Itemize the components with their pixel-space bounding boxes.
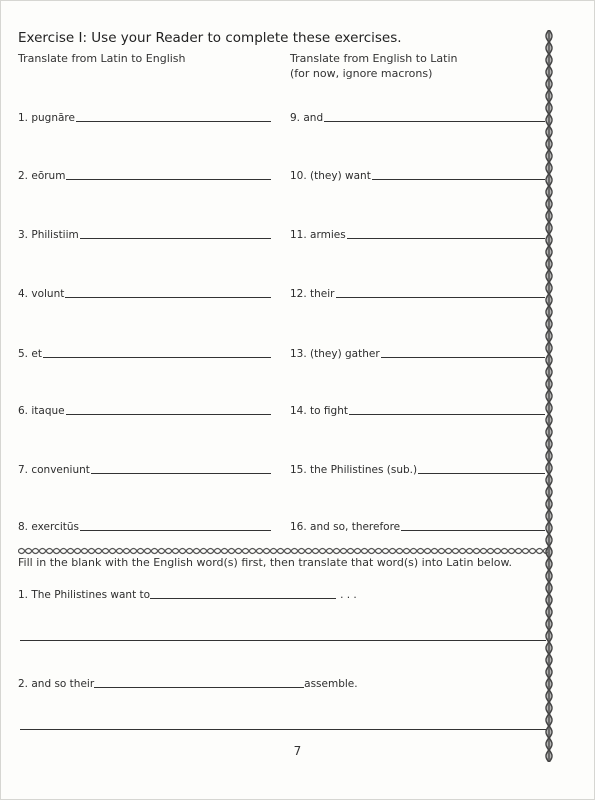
item-label: 4. volunt [18,288,65,300]
right-heading-line-2: (for now, ignore macrons) [290,67,433,80]
item-label: 8. exercitūs [18,521,80,533]
sentence-1-start: 1. The Philistines want to [18,589,151,601]
latin-item-5 [18,344,271,360]
answer-line[interactable] [43,357,271,358]
answer-line[interactable] [418,473,545,474]
answer-line[interactable] [372,179,545,180]
answer-line[interactable] [80,530,271,531]
exercise-title: Exercise I: Use your Reader to complete these exercises. [18,30,402,46]
latin-item-8 [18,517,271,533]
english-item-9 [290,108,545,124]
answer-line[interactable] [80,238,271,239]
answer-line[interactable] [347,238,545,239]
item-label: 14. to fight [290,405,348,417]
left-column-heading: Translate from Latin to English [18,52,186,65]
answer-line[interactable] [65,297,271,298]
latin-item-7 [18,460,271,476]
item-label: 9. and [290,112,324,124]
answer-line[interactable] [381,357,545,358]
english-item-13 [290,344,545,360]
answer-line[interactable] [66,179,271,180]
chain-border [541,30,557,762]
sentence-1-blank[interactable] [150,598,336,599]
english-item-10 [290,166,545,182]
section2-instruction: Fill in the blank with the English word(s) first, then translate that word(s) into Latin below. [18,556,512,569]
answer-line[interactable] [66,414,271,415]
sentence-1 [18,585,357,601]
answer-line[interactable] [91,473,271,474]
right-heading-line-1: Translate from English to Latin [290,52,458,65]
latin-translation-line-1[interactable] [20,640,546,641]
sentence-2-blank[interactable] [94,687,304,688]
english-item-14 [290,401,545,417]
item-label: 6. itaque [18,405,65,417]
item-label: 12. their [290,288,335,300]
answer-line[interactable] [401,530,545,531]
item-label: 1. pugnāre [18,112,75,124]
sentence-2 [18,674,358,690]
latin-item-6 [18,401,271,417]
latin-item-1 [18,108,271,124]
sentence-1-end: . . . [340,589,357,601]
latin-item-2 [18,166,271,182]
sentence-2-end: assemble. [304,678,358,690]
answer-line[interactable] [76,121,271,122]
english-item-16 [290,517,545,533]
english-item-11 [290,225,545,241]
item-label: 3. Philistiim [18,229,79,241]
item-label: 15. the Philistines (sub.) [290,464,418,476]
right-column-heading [290,51,510,81]
english-item-15 [290,460,545,476]
item-label: 13. (they) gather [290,348,380,360]
item-label: 2. eōrum [18,170,66,182]
english-item-12 [290,284,545,300]
latin-item-3 [18,225,271,241]
answer-line[interactable] [324,121,545,122]
item-label: 11. armies [290,229,346,241]
item-label: 7. conveniunt [18,464,90,476]
item-label: 5. et [18,348,42,360]
item-label: 10. (they) want [290,170,371,182]
latin-translation-line-2[interactable] [20,729,546,730]
latin-item-4 [18,284,271,300]
answer-line[interactable] [336,297,545,298]
page-number: 7 [293,744,302,758]
answer-line[interactable] [349,414,545,415]
sentence-2-start: 2. and so their [18,678,95,690]
item-label: 16. and so, therefore [290,521,401,533]
